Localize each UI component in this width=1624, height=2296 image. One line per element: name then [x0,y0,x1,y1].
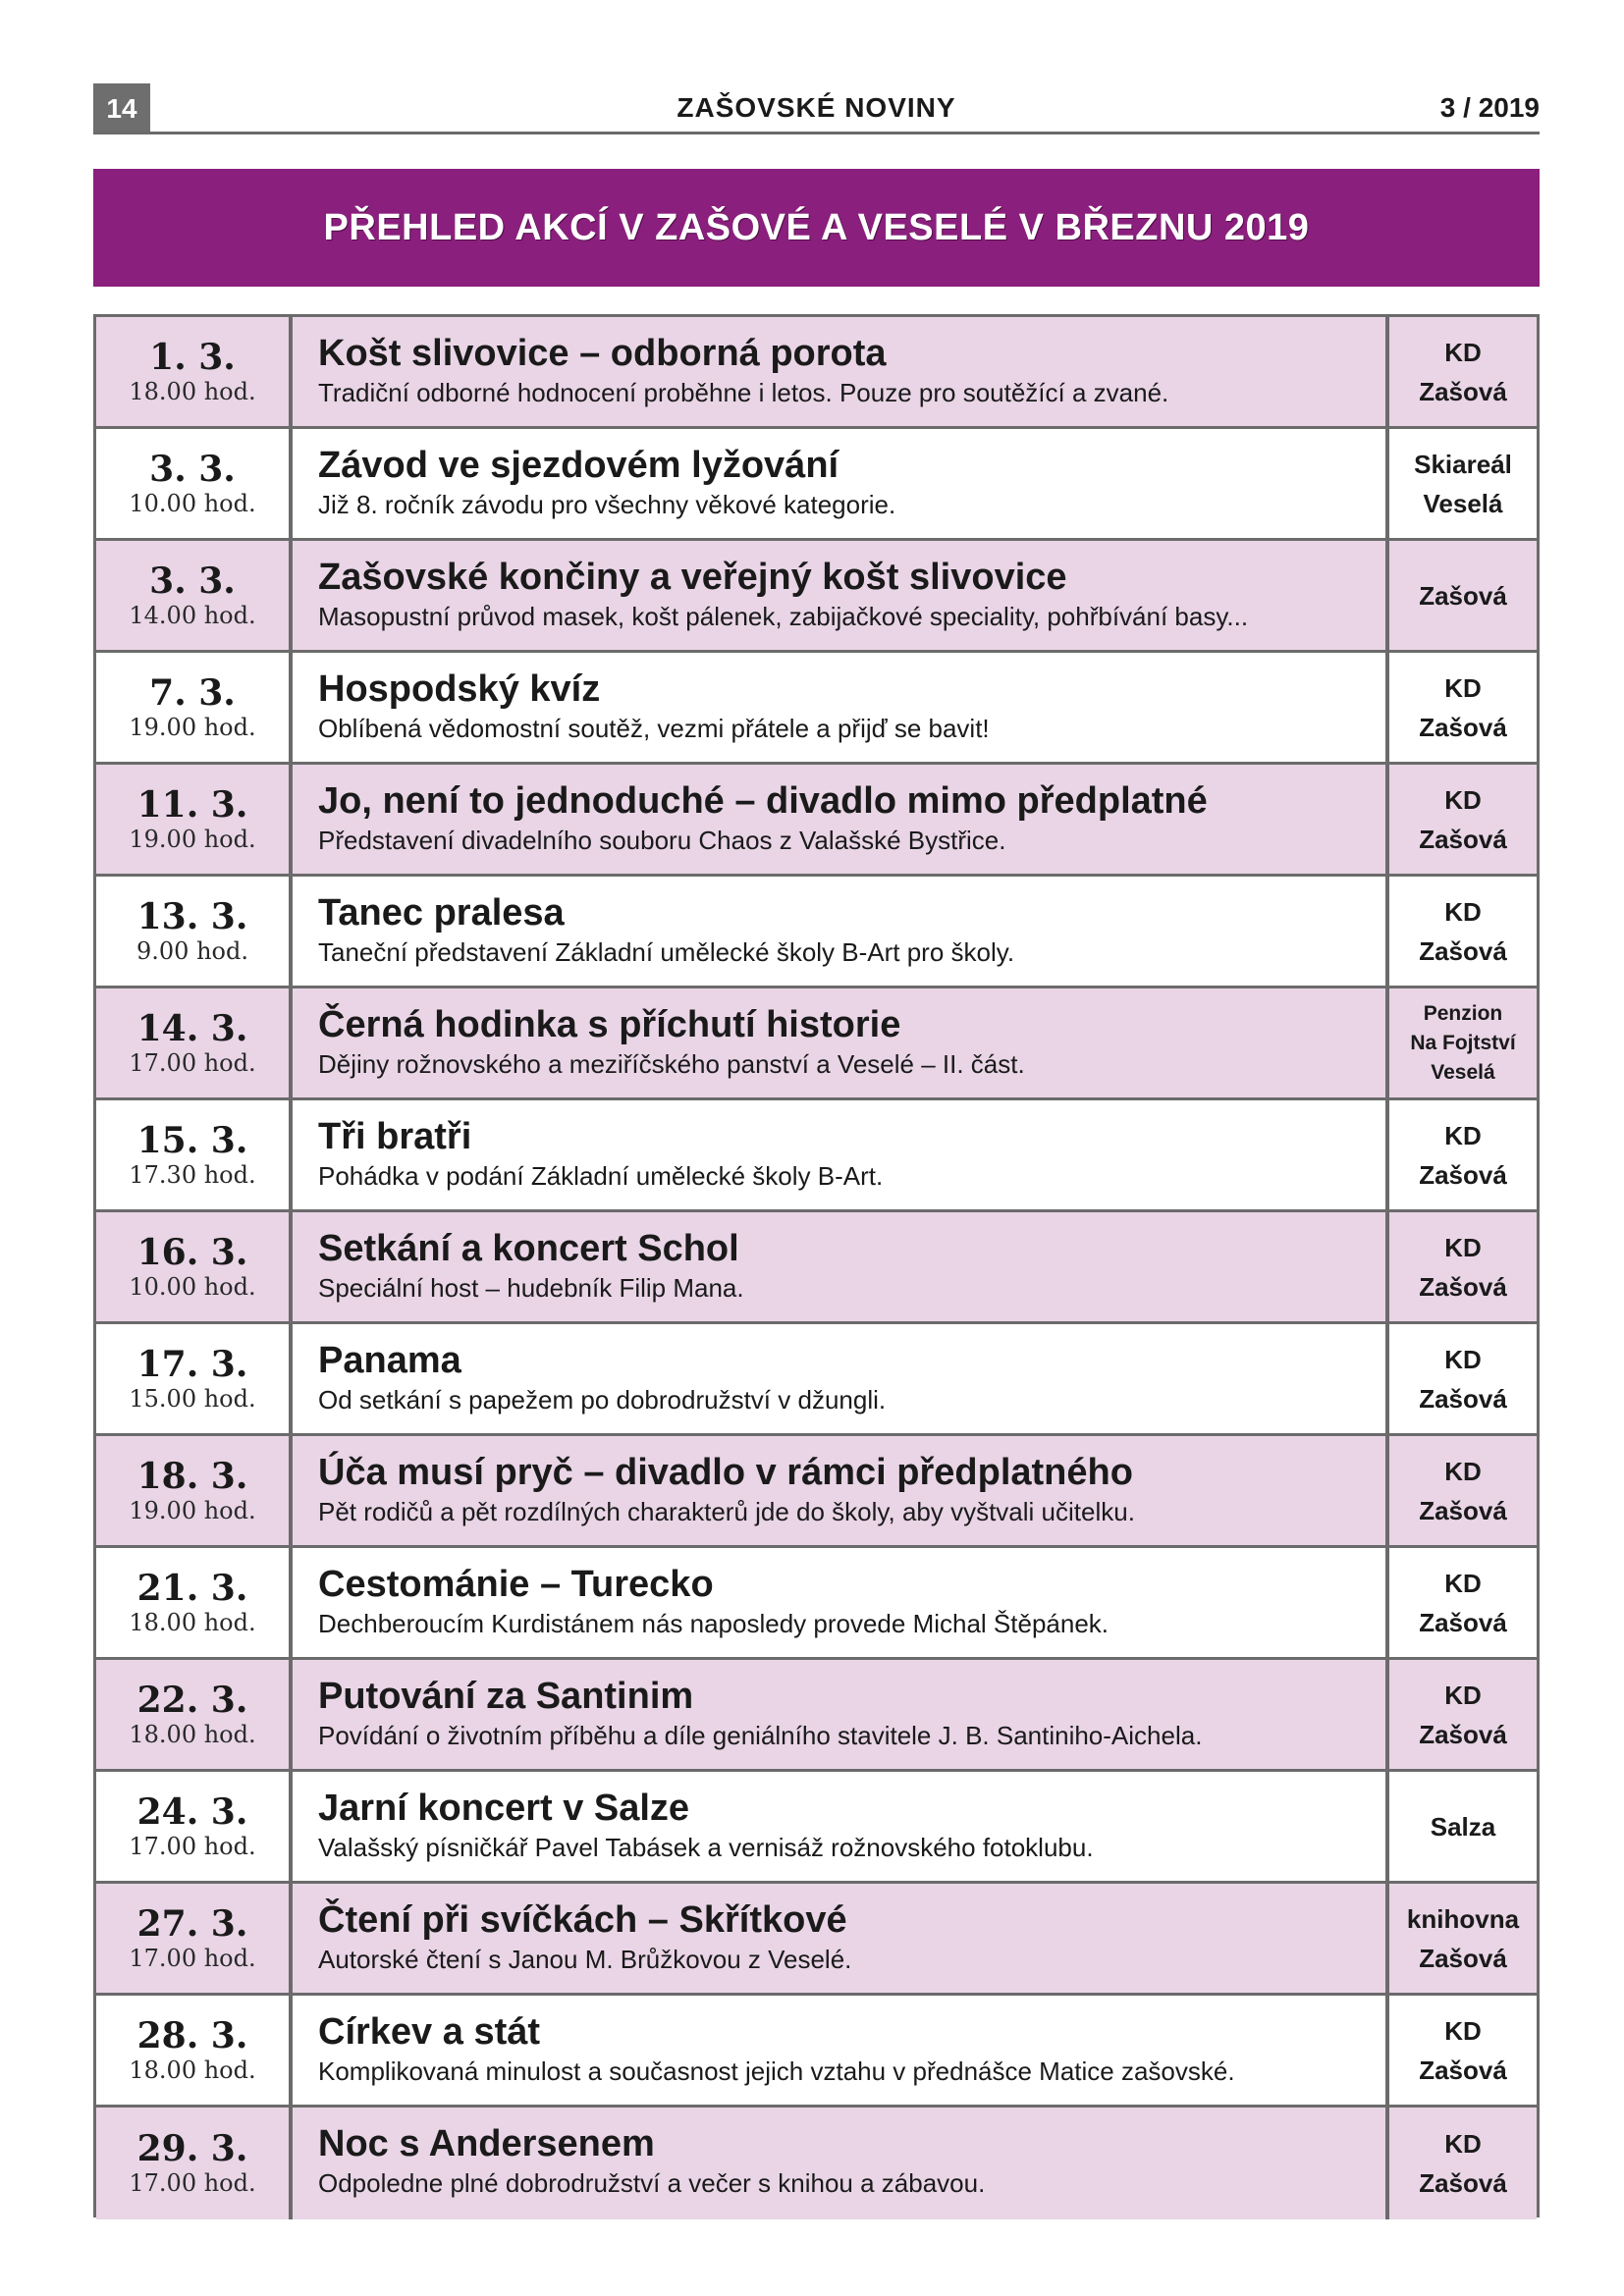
event-place-line: Salza [1430,1811,1496,1842]
event-title: Tanec pralesa [318,892,565,934]
event-time: 17.00 hod. [129,1832,256,1860]
event-place-line: Zašová [1419,580,1507,611]
event-title: Závod ve sjezdovém lyžování [318,445,839,486]
event-date-cell [96,765,293,874]
event-place [1385,1100,1537,1209]
event-place-line: Zašová [1419,712,1507,742]
event-time: 18.00 hod. [129,1720,256,1748]
event-time: 17.30 hod. [129,1160,256,1189]
page-header [93,80,1540,134]
event-title: Panama [318,1340,461,1381]
event-description: Masopustní průvod masek, košt pálenek, zabijačkové speciality, pohřbívání basy... [318,602,1249,631]
event-info-cell [293,1436,1385,1545]
event-place-line: KD [1444,672,1482,703]
event-info-cell [293,988,1385,1097]
event-place [1385,2108,1537,2219]
event-place-line: Skiareál [1414,449,1512,479]
event-date-cell [96,1548,293,1657]
event-date-cell [96,1436,293,1545]
event-time: 10.00 hod. [129,1272,256,1301]
event-date-cell [96,317,293,426]
event-place-line: Zašová [1419,2168,1507,2198]
event-date: 15. 3. [136,1119,248,1161]
event-date-cell [96,1884,293,1993]
event-title: Setkání a koncert Schol [318,1228,739,1269]
event-info-cell [293,429,1385,538]
event-place-line: Zašová [1419,1943,1507,1973]
event-time: 19.00 hod. [129,825,256,853]
event-info-cell [293,653,1385,762]
event-description: Od setkání s papežem po dobrodružství v džungli. [318,1385,887,1415]
event-info-cell [293,877,1385,986]
event-date-cell [96,1100,293,1209]
event-place-line: KD [1444,896,1482,927]
event-place-line: Zašová [1419,2055,1507,2085]
event-title: Jarní koncert v Salze [318,1788,690,1829]
event-place [1385,988,1537,1097]
event-time: 14.00 hod. [129,601,256,629]
event-place [1385,1212,1537,1321]
event-description: Povídání o životním příběhu a díle geniálního stavitele J. B. Santiniho-Aichela. [318,1721,1203,1750]
event-place-line: KD [1444,784,1482,815]
event-description: Oblíbená vědomostní soutěž, vezmi přátele a přijď se bavit! [318,714,990,743]
event-time: 19.00 hod. [129,1496,256,1524]
event-description: Již 8. ročník závodu pro všechny věkové kategorie. [318,490,896,519]
event-title: Košt slivovice – odborná porota [318,333,887,374]
event-row [96,1324,1537,1436]
event-place-line: Zašová [1419,1495,1507,1525]
event-date: 24. 3. [136,1790,248,1833]
event-place-line: Zašová [1419,1159,1507,1190]
event-date: 16. 3. [136,1231,248,1273]
event-place-line: KD [1444,2129,1482,2159]
event-place-line: Zašová [1419,1719,1507,1749]
event-description: Odpoledne plné dobrodružství a večer s knihou a zábavou. [318,2168,986,2198]
event-time: 18.00 hod. [129,1608,256,1636]
event-date-cell [96,1996,293,2105]
event-title: Církev a stát [318,2011,541,2053]
event-time: 10.00 hod. [129,489,256,517]
event-row [96,2108,1537,2219]
event-place-line: Zašová [1419,935,1507,966]
event-date-cell [96,653,293,762]
event-row [96,653,1537,765]
event-row [96,1996,1537,2108]
event-date: 17. 3. [136,1343,248,1385]
event-date: 27. 3. [136,1902,248,1945]
event-place [1385,1884,1537,1993]
event-description: Dějiny rožnovského a meziříčského panství a Veselé – II. část. [318,1049,1025,1079]
event-place-line: KD [1444,1120,1482,1150]
event-place-line: Zašová [1419,1271,1507,1302]
event-time: 18.00 hod. [129,377,256,405]
event-place-line: KD [1444,1680,1482,1710]
event-description: Speciální host – hudebník Filip Mana. [318,1273,744,1303]
event-title: Černá hodinka s příchutí historie [318,1004,901,1045]
event-info-cell [293,1996,1385,2105]
event-place [1385,1436,1537,1545]
event-description: Komplikovaná minulost a současnost jejich vztahu v přednášce Matice zašovské. [318,2056,1235,2086]
publication-title: ZAŠOVSKÉ NOVINY [677,92,956,123]
event-title: Tři bratři [318,1116,472,1157]
event-date-cell [96,1324,293,1433]
event-place-line: KD [1444,1232,1482,1262]
event-info-cell [293,1100,1385,1209]
event-description: Autorské čtení s Janou M. Brůžkovou z Veselé. [318,1945,852,1974]
event-date: 3. 3. [149,560,236,602]
event-row [96,429,1537,541]
event-place-line: Zašová [1419,824,1507,854]
event-date: 28. 3. [136,2014,248,2056]
event-title: Zašovské končiny a veřejný košt slivovice [318,557,1067,598]
event-date: 3. 3. [149,448,236,490]
event-row [96,1660,1537,1772]
event-date: 1. 3. [149,336,236,378]
event-row [96,1212,1537,1324]
event-place [1385,1772,1537,1881]
events-banner: PŘEHLED AKCÍ V ZAŠOVÉ A VESELÉ V BŘEZNU 2019 [93,169,1540,287]
event-place [1385,317,1537,426]
event-row [96,1548,1537,1660]
event-date-cell [96,429,293,538]
event-time: 17.00 hod. [129,1944,256,1972]
event-row [96,1100,1537,1212]
event-info-cell [293,1324,1385,1433]
event-date: 21. 3. [136,1567,248,1609]
event-date-cell [96,1660,293,1769]
event-date-cell [96,2108,293,2219]
event-place-line: knihovna [1406,1903,1520,1934]
event-place-line: Penzion [1423,1001,1503,1025]
event-title: Úča musí pryč – divadlo v rámci předplatného [318,1452,1133,1493]
event-date: 7. 3. [149,671,236,714]
event-description: Představení divadelního souboru Chaos z Valašské Bystřice. [318,826,1006,855]
event-place [1385,429,1537,538]
event-row [96,1884,1537,1996]
event-place-line: Zašová [1419,1383,1507,1414]
event-date-cell [96,541,293,650]
event-time: 17.00 hod. [129,2169,256,2197]
event-place-line: KD [1444,1456,1482,1486]
event-date-cell [96,1772,293,1881]
event-place [1385,1660,1537,1769]
event-description: Dechberoucím Kurdistánem nás naposledy provede Michal Štěpánek. [318,1609,1110,1638]
page-number: 14 [93,83,150,132]
event-place-line: Veselá [1431,1060,1495,1084]
event-place [1385,653,1537,762]
event-info-cell [293,1212,1385,1321]
event-date: 14. 3. [136,1007,248,1049]
event-description: Pět rodičů a pět rozdílných charakterů jde do školy, aby vyštvali učitelku. [318,1497,1135,1526]
event-description: Taneční představení Základní umělecké školy B-Art pro školy. [318,937,1015,967]
event-time: 17.00 hod. [129,1048,256,1077]
issue-number: 3 / 2019 [1439,92,1540,123]
event-description: Pohádka v podání Základní umělecké školy B-Art. [318,1161,884,1191]
event-place-line: Zašová [1419,376,1507,406]
event-info-cell [293,1660,1385,1769]
event-place-line: KD [1444,337,1482,367]
event-row [96,877,1537,988]
event-row [96,1436,1537,1548]
event-row [96,765,1537,877]
event-row [96,541,1537,653]
event-info-cell [293,1548,1385,1657]
event-info-cell [293,1772,1385,1881]
event-date-cell [96,1212,293,1321]
event-time: 9.00 hod. [136,936,248,965]
event-place [1385,877,1537,986]
event-place-line: Zašová [1419,1607,1507,1637]
event-description: Valašský písničkář Pavel Tabásek a vernisáž rožnovského fotoklubu. [318,1833,1094,1862]
event-place-line: KD [1444,1344,1482,1374]
event-place-line: Veselá [1423,488,1503,518]
event-date-cell [96,988,293,1097]
event-row [96,317,1537,429]
events-table [93,314,1540,2217]
event-title: Jo, není to jednoduché – divadlo mimo předplatné [318,780,1208,822]
event-title: Hospodský kvíz [318,668,601,710]
event-row [96,988,1537,1100]
event-info-cell [293,541,1385,650]
event-title: Putování za Santinim [318,1676,694,1717]
event-info-cell [293,317,1385,426]
event-row [96,1772,1537,1884]
event-place-line: KD [1444,1568,1482,1598]
event-time: 15.00 hod. [129,1384,256,1413]
event-place [1385,541,1537,650]
event-date: 22. 3. [136,1679,248,1721]
event-info-cell [293,765,1385,874]
event-time: 18.00 hod. [129,2056,256,2084]
event-title: Noc s Andersenem [318,2123,655,2164]
event-place-line: KD [1444,2015,1482,2046]
event-place [1385,1548,1537,1657]
event-place-line: Na Fojtství [1410,1031,1516,1054]
event-description: Tradiční odborné hodnocení proběhne i letos. Pouze pro soutěžící a zvané. [318,378,1169,407]
event-info-cell [293,1884,1385,1993]
event-date: 13. 3. [136,895,248,937]
event-date-cell [96,877,293,986]
event-place [1385,1996,1537,2105]
event-title: Čtení při svíčkách – Skřítkové [318,1899,847,1941]
event-place [1385,765,1537,874]
event-info-cell [293,2108,1385,2219]
event-title: Cestománie – Turecko [318,1564,714,1605]
event-date: 29. 3. [136,2128,248,2169]
event-date: 11. 3. [136,783,248,826]
event-place [1385,1324,1537,1433]
event-date: 18. 3. [136,1455,248,1497]
event-time: 19.00 hod. [129,713,256,741]
